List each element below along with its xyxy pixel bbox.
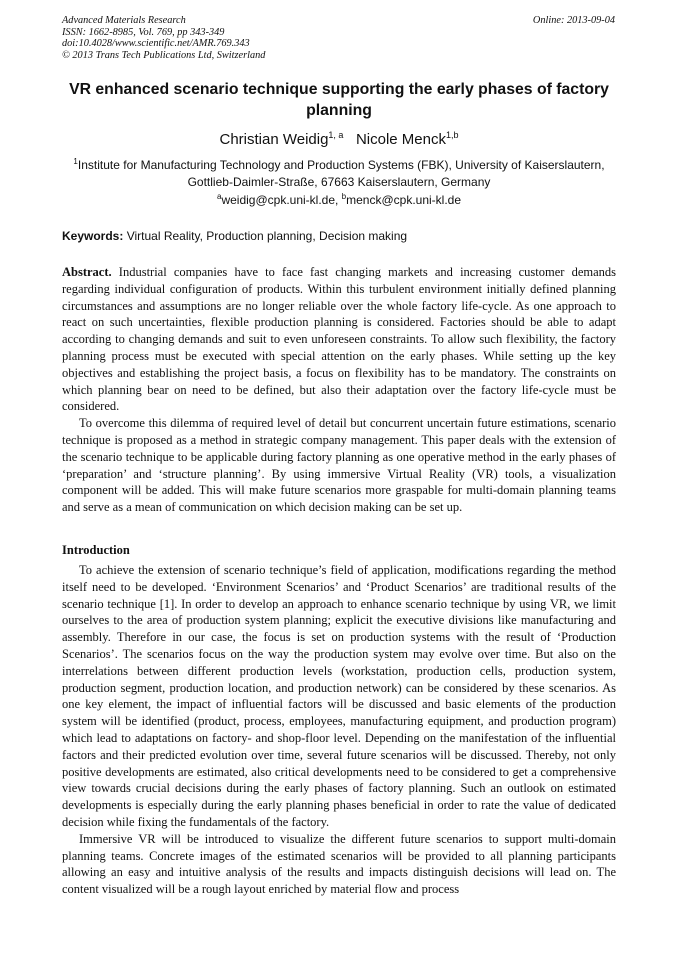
author-name: Nicole Menck (355, 131, 446, 148)
paper-title: VR enhanced scenario technique supporting the early phases of factory planning (69, 81, 609, 119)
abstract-text: Industrial companies have to face fast changing markets and increasing customer demands regarding individual configuration of products. Within this turbulent environment initially defined planning circumstances and assumptions are no longer reliable over the whole factory life-cycle. As one approach to react on such uncertainties, flexible production planning is considered. Factories should be able to adapt according to changing demands and suit to even unforeseen constraints. To allow such flexibility, the factory planning process must be executed with special attention on the early phases. While setting up the key objectives and establishing the project basis, a focus on flexibility has to be mandatory. The constraints on which planning bear on need to be defined, but also their adaptation over the factory life-cycle must be considered. (62, 265, 616, 414)
section-heading: Introduction (62, 543, 130, 557)
affiliation-text: Institute for Manufacturing Technology and Production Systems (FBK), University of Kaiserslautern, Gottlieb-Daimler-Straße, 67663 Kaiserslautern, Germany (77, 158, 605, 189)
email-superscript: a (216, 192, 222, 201)
journal-name: Advanced Materials Research (62, 15, 186, 26)
author-name: Christian Weidig (219, 131, 329, 148)
body-paragraph: To achieve the extension of scenario technique’s field of application, modifications regarding the method itself need to be developed. ‘Environment Scenarios’ and ‘Product Scenarios’ are traditional results of the scenario technique [1]. In order to develop an approach to enhance scenario technique by using VR, we limit ourselves to the area of production system planning; explicit the executive divisions like manufacturing and assembly. Therefore in our case, the focus is set on production systems with the result of ‘Production Scenarios’. The scenarios focus on the way the production system may evolve over time. But also on the interrelations between different production levels (workstation, production cells, production system, production segment, production location, and production network) can be considered by these scenarios. As one key element, the impact of influential factors will be discussed and basic elements of the production system will be identified (product, process, employees, manufacturing equipment, and production program) which lead to adaptations on factory- and shop-floor level. Depending on the manifestation of the influential factors and their predicted evolution over time, several future scenarios will be discussed. Thereby, not only positive developments are estimated, also critical developments need to be considered to get a comprehensive view towards crucial decisions during the early phases of factory planning. Such an outlook on estimated developments is especially during the early planning phases beneficial in order to rate the value of dedicated decision while fixing the fundamentals of the factory. (62, 563, 616, 829)
issn-line: ISSN: 1662-8985, Vol. 769, pp 343-349 (62, 26, 225, 38)
abstract-paragraph (62, 264, 616, 415)
keywords-text: Virtual Reality, Production planning, Decision making (123, 229, 408, 243)
keywords-label: Keywords: (62, 229, 124, 243)
abstract-label: Abstract. (62, 265, 112, 279)
body-paragraph: Immersive VR will be introduced to visualize the different future scenarios to support multi-domain planning teams. Concrete images of the estimated scenarios will be provided to all planning participants allowing an easy and intuitive analysis of the results and impacts distinguish decisions will lead on. The content visualized will be a rough layout enriched by material flow and process (62, 831, 616, 897)
abstract-paragraph: To overcome this dilemma of required level of detail but concurrent uncertain future estimations, scenario technique is proposed as a method in strategic company management. This paper deals with the extension of the scenario technique to be applicable during factory planning as one operative method in the early phases of ‘preparation’ and ‘structure planning’. By using immersive Virtual Reality (VR) tools, a visualization component will be added. This will make future scenarios more graspable for multi-domain planning teams and serve as a mean of communication on which decision making can be set up. (62, 416, 616, 515)
email-b: menck@cpk.uni-kl.de (346, 193, 462, 207)
copyright-line: © 2013 Trans Tech Publications Ltd, Switzerland (62, 49, 266, 61)
online-date: Online: 2013-09-04 (532, 15, 615, 26)
doi-line: doi:10.4028/www.scientific.net/AMR.769.343 (62, 38, 250, 49)
introduction-section (62, 562, 616, 898)
author-superscript: 1,b (445, 130, 459, 140)
email-superscript: b (341, 192, 347, 201)
journal-header (62, 15, 265, 61)
affiliation (62, 157, 616, 190)
email-a: weidig@cpk.uni-kl.de, (221, 193, 342, 207)
author-superscript: 1, a (328, 130, 344, 140)
keywords (62, 228, 616, 244)
affiliation-superscript: 1 (73, 157, 78, 166)
author-line (62, 130, 616, 150)
abstract-section (62, 264, 616, 516)
author-emails (62, 192, 616, 208)
